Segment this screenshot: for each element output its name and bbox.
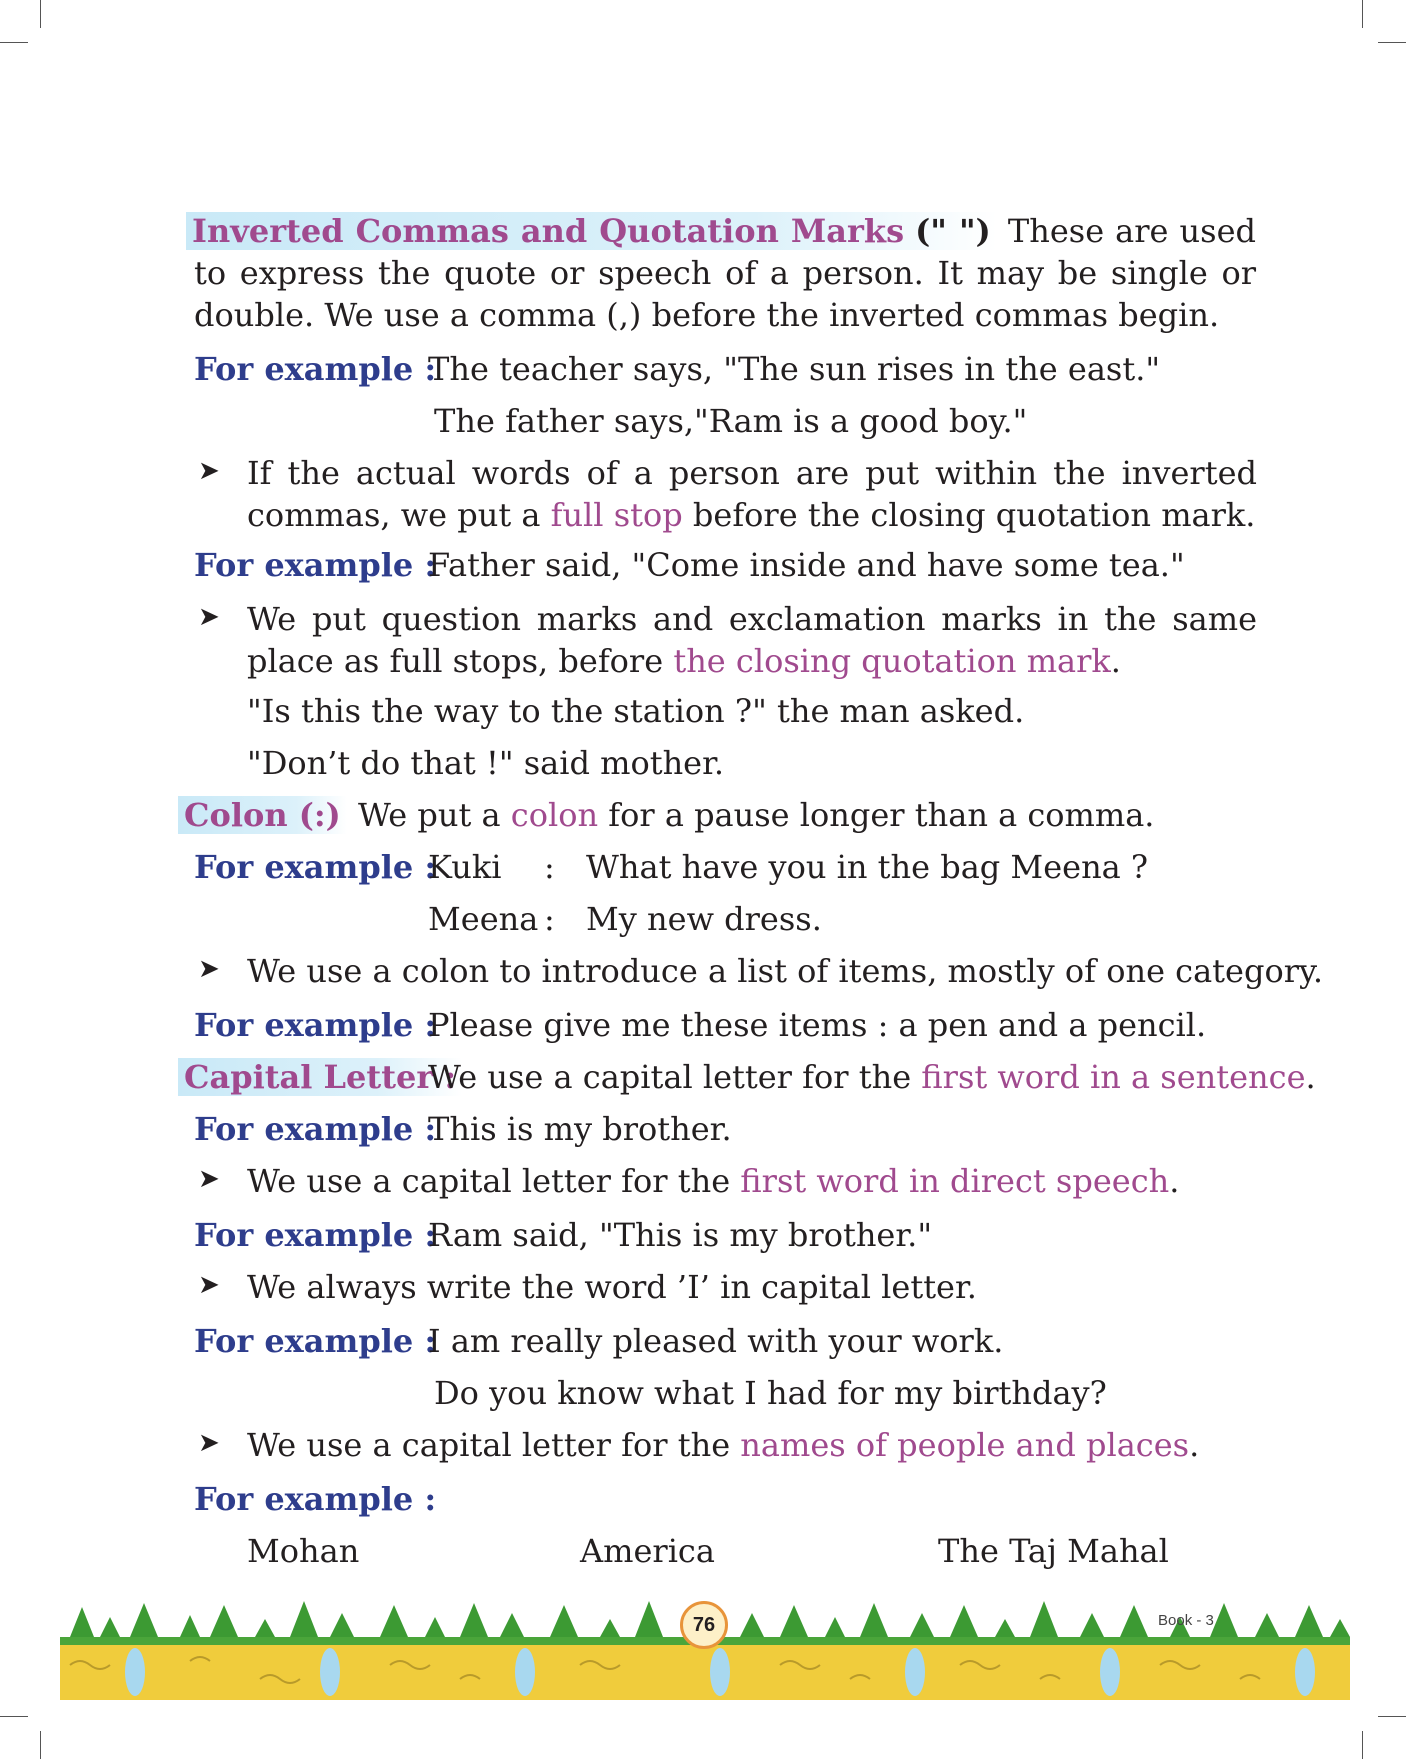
crop-mark xyxy=(1362,0,1363,28)
capital-row xyxy=(186,1056,462,1098)
example-text: Please give me these items : a pen and a pencil. xyxy=(428,1006,1207,1044)
example-label: For example : xyxy=(194,1006,437,1044)
example-label: For example : xyxy=(194,1110,437,1148)
highlight-text: colon xyxy=(510,796,599,834)
example-text: This is my brother. xyxy=(428,1110,732,1148)
bullet-text: before the closing quotation mark. xyxy=(682,496,1256,534)
crop-mark xyxy=(40,1731,41,1759)
highlight-text: first word in a sentence xyxy=(921,1058,1306,1096)
crop-mark xyxy=(0,1716,28,1717)
example-label: For example : xyxy=(194,1216,437,1254)
arrowhead-bullet-icon: ➤ xyxy=(198,1164,220,1194)
dialogue-speaker: Meena xyxy=(428,900,539,938)
arrowhead-bullet-icon: ➤ xyxy=(198,602,220,632)
bullet-item xyxy=(247,1160,1179,1202)
example-row xyxy=(194,1214,436,1256)
dialogue-speech: My new dress. xyxy=(586,900,822,938)
example-text: Ram said, "This is my brother." xyxy=(428,1216,933,1254)
crop-mark xyxy=(1362,1731,1363,1759)
quotation-mark-symbol: (" ") xyxy=(915,212,991,250)
example-text: I am really pleased with your work. xyxy=(428,1322,1004,1360)
bullet-text: We always write the word ’I’ in capital letter. xyxy=(247,1268,977,1306)
example-label: For example : xyxy=(194,546,437,584)
inverted-commas-description: These are used to express the quote or speech of a person. It may be single or double. We use a comma (,) before the inverted commas begin. xyxy=(194,212,1257,334)
dialogue-speech: What have you in the bag Meena ? xyxy=(586,848,1149,886)
example-label: For example : xyxy=(194,848,437,886)
example-row xyxy=(194,1004,436,1046)
inverted-commas-paragraph xyxy=(194,210,1256,336)
dialogue-separator: : xyxy=(544,900,555,938)
highlight-text: first word in direct speech xyxy=(740,1162,1170,1200)
colon-heading: Colon (:) xyxy=(184,796,341,834)
bullet-text: . xyxy=(1110,642,1121,680)
example-text: "Don’t do that !" said mother. xyxy=(247,744,725,782)
example-row xyxy=(194,1108,436,1150)
body-text: . xyxy=(1305,1058,1316,1096)
crop-mark xyxy=(40,0,41,28)
book-label: Book - 3 xyxy=(1158,1612,1214,1629)
bullet-text: We use a colon to introduce a list of items, mostly of one category. xyxy=(247,952,1324,990)
dialogue-speaker: Kuki xyxy=(428,848,502,886)
crop-mark xyxy=(0,42,28,43)
example-row xyxy=(194,348,436,390)
example-text: Father said, "Come inside and have some tea." xyxy=(428,546,1185,584)
highlight-text: names of people and places xyxy=(740,1426,1190,1464)
bullet-text: . xyxy=(1169,1162,1180,1200)
bullet-item xyxy=(247,452,1257,536)
example-item: The Taj Mahal xyxy=(938,1532,1169,1570)
example-text: The father says,"Ram is a good boy." xyxy=(434,402,1028,440)
colon-heading-box xyxy=(178,796,347,834)
bullet-text: We use a capital letter for the xyxy=(247,1162,741,1200)
example-label: For example : xyxy=(194,350,437,388)
bullet-text: We use a capital letter for the xyxy=(247,1426,741,1464)
example-text: The teacher says, "The sun rises in the east." xyxy=(428,350,1161,388)
bullet-text: . xyxy=(1189,1426,1200,1464)
colon-row xyxy=(186,794,347,836)
body-text: We put a xyxy=(358,796,511,834)
arrowhead-bullet-icon: ➤ xyxy=(198,1270,220,1300)
bullet-item xyxy=(247,1424,1199,1466)
crop-mark xyxy=(1378,1716,1406,1717)
arrowhead-bullet-icon: ➤ xyxy=(198,1428,220,1458)
capital-description xyxy=(428,1056,1316,1098)
example-row xyxy=(194,1478,436,1520)
body-text: We use a capital letter for the xyxy=(428,1058,922,1096)
example-text: "Is this the way to the station ?" the man asked. xyxy=(247,692,1025,730)
highlight-text: the closing quotation mark xyxy=(673,642,1111,680)
bullet-text: If the actual words of a person are put within the inverted commas, we put a xyxy=(247,454,1257,534)
highlight-text: full stop xyxy=(550,496,683,534)
body-text: for a pause longer than a comma. xyxy=(598,796,1155,834)
dialogue-separator: : xyxy=(544,848,555,886)
inverted-commas-heading-box xyxy=(186,212,997,250)
example-label: For example : xyxy=(194,1480,437,1518)
inverted-commas-heading: Inverted Commas and Quotation Marks xyxy=(192,212,905,250)
arrowhead-bullet-icon: ➤ xyxy=(198,456,220,486)
capital-heading-box xyxy=(178,1058,462,1096)
colon-description xyxy=(358,794,1154,836)
page-number-badge: 76 xyxy=(680,1601,728,1649)
example-label: For example : xyxy=(194,1322,437,1360)
capital-heading: Capital Letter : xyxy=(184,1058,457,1096)
example-row xyxy=(194,1320,436,1362)
arrowhead-bullet-icon: ➤ xyxy=(198,954,220,984)
crop-mark xyxy=(1378,42,1406,43)
example-text: Do you know what I had for my birthday? xyxy=(434,1374,1107,1412)
example-row xyxy=(194,544,436,586)
example-item: Mohan xyxy=(247,1532,360,1570)
example-item: America xyxy=(580,1532,715,1570)
bullet-text: We put question marks and exclamation marks in the same place as full stops, before xyxy=(247,600,1257,680)
example-row xyxy=(194,846,436,888)
bullet-item xyxy=(247,598,1257,682)
